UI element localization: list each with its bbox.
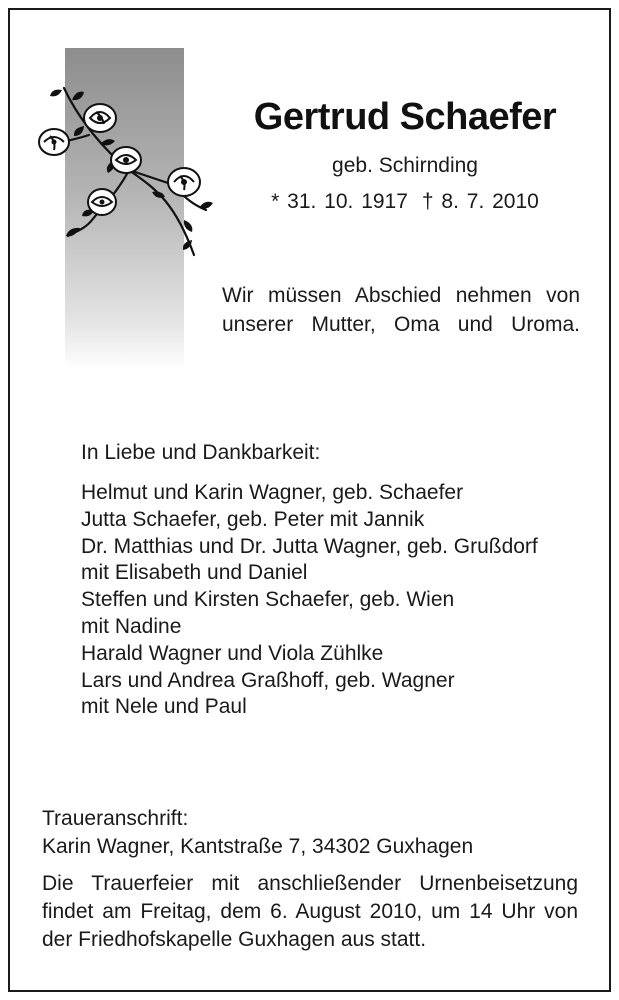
deceased-name: Gertrud Schaefer: [253, 96, 557, 138]
mourner-line: mit Nele und Paul: [81, 695, 247, 719]
mourner-line: Helmut und Karin Wagner, geb. Schaefer: [81, 481, 464, 504]
farewell-line: unserer Mutter, Oma und Uroma.: [222, 313, 580, 336]
rose-branch-image: [34, 80, 214, 260]
mourners-list: [81, 480, 538, 721]
life-dates: [200, 190, 610, 214]
farewell-text: [222, 281, 580, 339]
address-label: Traueranschrift:: [42, 807, 189, 830]
mourner-line: Lars und Andrea Graßhoff, geb. Wagner: [81, 668, 455, 692]
service-line: findet am Freitag, dem 6. August 2010, um 14 Uhr von: [42, 900, 578, 923]
mourners-intro: In Liebe und Dankbarkeit:: [81, 441, 321, 464]
mourner-line: Dr. Matthias und Dr. Jutta Wagner, geb. Grußdorf: [81, 534, 538, 558]
farewell-line: Wir müssen Abschied nehmen von: [222, 284, 580, 307]
funeral-service-text: [42, 870, 578, 954]
mourner-line: Harald Wagner und Viola Zühlke: [81, 641, 384, 665]
death-date: † 8. 7. 2010: [421, 190, 539, 213]
mourning-address: [42, 805, 473, 861]
mourner-line: mit Elisabeth und Daniel: [81, 561, 308, 585]
maiden-name: geb. Schirnding: [332, 154, 478, 177]
service-line: Die Trauerfeier mit anschließender Urnenbeisetzung: [42, 872, 578, 895]
mourner-line: Jutta Schaefer, geb. Peter mit Jannik: [81, 507, 425, 531]
address-text: Karin Wagner, Kantstraße 7, 34302 Guxhagen: [42, 835, 474, 858]
mourner-line: mit Nadine: [81, 614, 182, 638]
birth-date: * 31. 10. 1917: [271, 190, 408, 213]
mourner-line: Steffen und Kirsten Schaefer, geb. Wien: [81, 588, 455, 612]
service-line: der Friedhofskapelle Guxhagen aus statt.: [42, 928, 427, 951]
